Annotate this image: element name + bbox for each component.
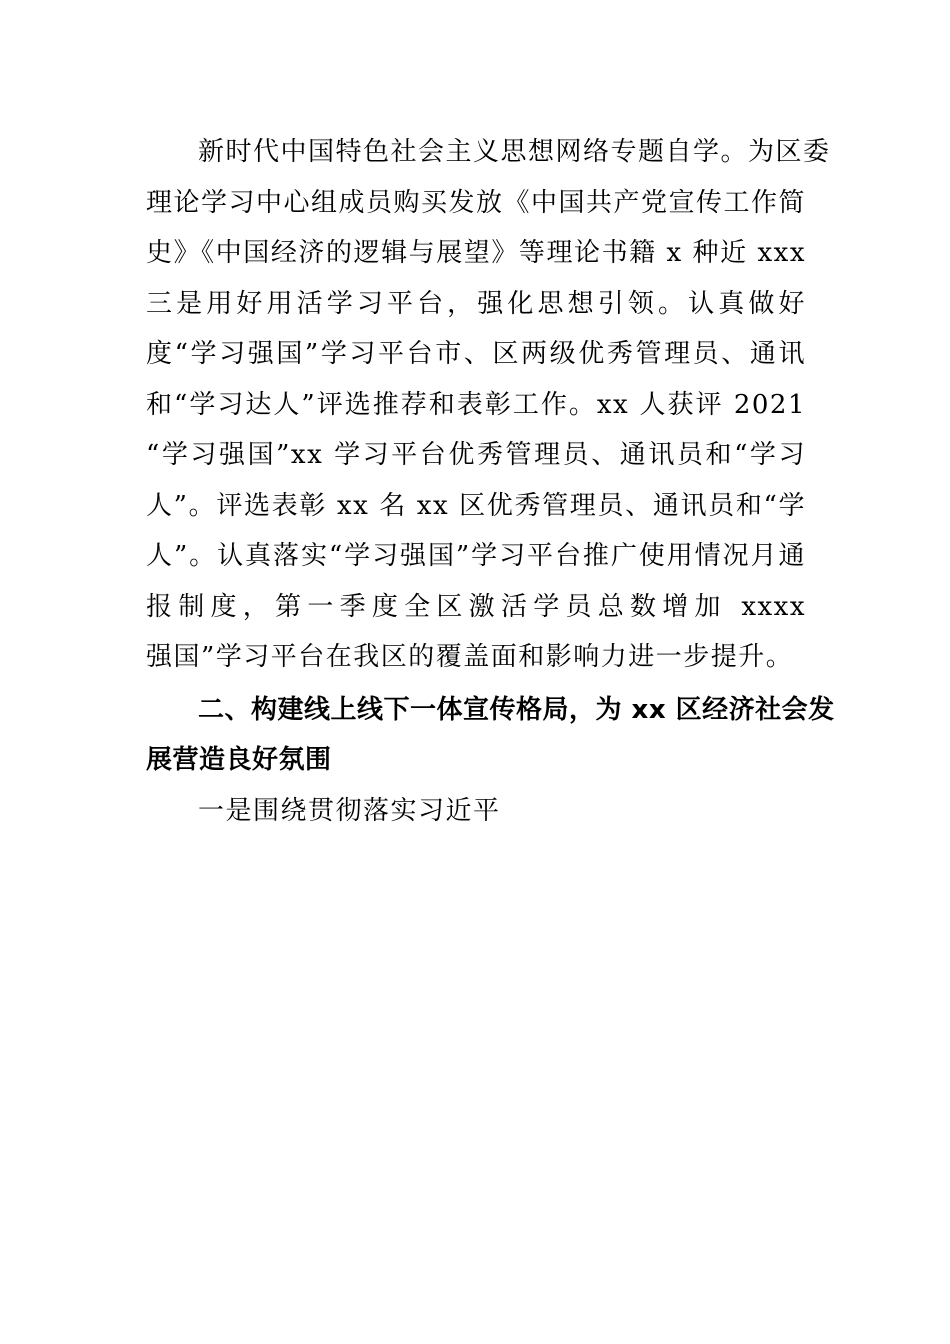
body-line: 新时代中国特色社会主义思想网络专题自学。为区委 bbox=[198, 137, 831, 167]
body-line: 史》《中国经济的逻辑与展望》等理论书籍 x 种近 xxx bbox=[146, 238, 806, 268]
body-line: 强国”学习平台在我区的覆盖面和影响力进一步提升。 bbox=[146, 642, 794, 672]
body-line: 理论学习中心组成员购买发放《中国共产党宣传工作简 bbox=[146, 187, 806, 218]
body-line: 三是用好用活学习平台，强化思想引领。认真做好 bbox=[146, 288, 806, 319]
body-line: “学习强国”xx 学习平台优秀管理员、通讯员和“学习 bbox=[146, 440, 806, 470]
section-heading-line: 展营造良好氛围 bbox=[146, 745, 332, 775]
section-heading-line: 二、构建线上线下一体宣传格局，为 xx 区经济社会发 bbox=[198, 694, 835, 725]
body-line: 和“学习达人”评选推荐和表彰工作。xx 人获评 2021 bbox=[146, 389, 806, 420]
document-body bbox=[146, 127, 835, 836]
body-line: 度“学习强国”学习平台市、区两级优秀管理员、通讯 bbox=[146, 339, 806, 369]
body-line: 报制度，第一季度全区激活学员总数增加 xxxx bbox=[146, 591, 806, 622]
body-line: 人”。认真落实“学习强国”学习平台推广使用情况月通 bbox=[146, 541, 806, 571]
body-line: 人”。评选表彰 xx 名 xx 区优秀管理员、通讯员和“学 bbox=[146, 490, 806, 521]
body-line: 一是围绕贯彻落实习近平 bbox=[198, 795, 501, 826]
